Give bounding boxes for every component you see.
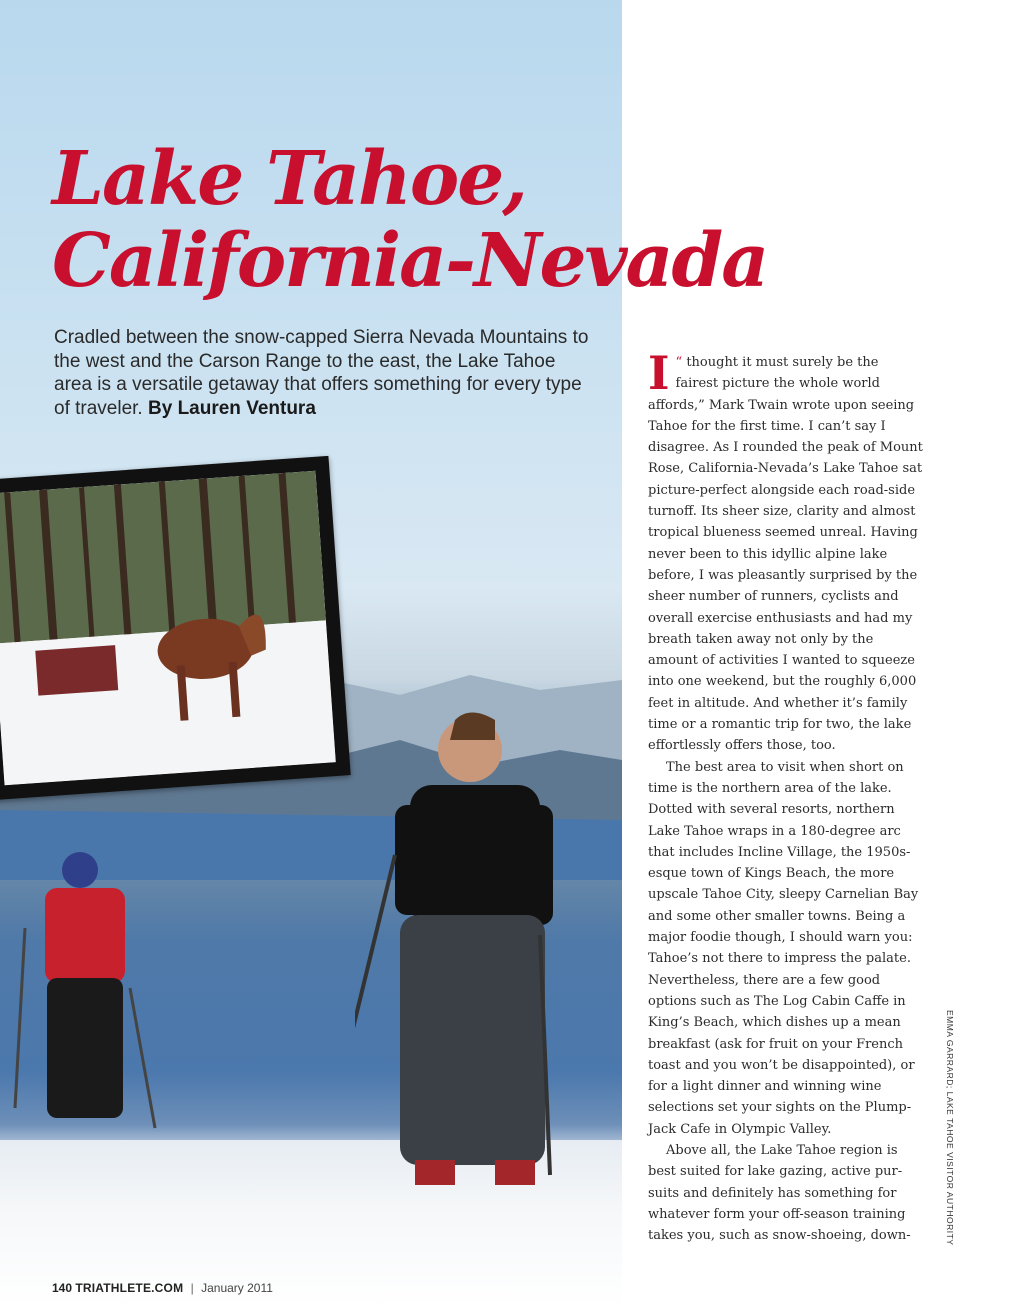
open-quote: “	[675, 355, 683, 370]
article-body	[648, 346, 924, 1246]
body-paragraph	[648, 346, 924, 757]
drop-cap: I	[648, 346, 670, 400]
body-paragraph: Above all, the Lake Tahoe region is best suited for lake gazing, active pur-suits and definitely has something for whatever form your off-season training takes you, such as snow-shoeing, down-	[648, 1142, 911, 1244]
byline: By Lauren Ventura	[148, 397, 316, 419]
paragraph-text: thought it must surely be the fairest picture the whole world affords,” Mark Twain wrote upon seeing Tahoe for the first time. I can’t say I disagree. As I rounded the peak of Mount Rose, California-Nevada’s Lake Tahoe sat picture-perfect alongside each road-side turnoff. Its sheer size, clarity and almost tropical blueness seemed unreal. Having never been to this idyllic alpine lake before, I was pleasantly surprised by the sheer number of runners, cyclists and overall exercise enthusiasts and had my breath taken away not only by the amount of activities I wanted to squeeze into one weekend, but the roughly 6,000 feet in altitude. And whether it’s family time or a romantic trip for two, the lake effortlessly offers those, too.	[648, 355, 923, 754]
sleigh-scene-graphic	[0, 471, 336, 785]
body-paragraph: The best area to visit when short on time is the northern area of the lake. Dotted with several resorts, northern Lake Tahoe wraps in a 180-degree arc that includes Incline Village, the 1950s-esque town of Kings Beach, the more upscale Tahoe City, sleepy Carnelian Bay and some other smaller towns. Being a major foodie though, I should warn you: Tahoe’s not there to impress the palate. Nevertheless, there are a few good options such as The Log Cabin Caffe in King’s Beach, which dishes up a mean breakfast (ask for fruit on your French toast and you won’t be disappointed), or for a light dinner and winning wine selections set your sights on the Plump-Jack Cafe in Olympic Valley.	[648, 759, 919, 1137]
photo-credit: EMMA GARRARD; LAKE TAHOE VISITOR AUTHORITY	[945, 1010, 955, 1246]
folio-separator: |	[190, 1281, 194, 1295]
magazine-site: TRIATHLETE.COM	[75, 1281, 184, 1295]
page-folio	[52, 1281, 273, 1295]
issue-date: January 2011	[201, 1281, 273, 1295]
skier-right-figure	[355, 705, 585, 1205]
article-title	[52, 138, 932, 302]
article-deck	[54, 326, 594, 420]
inset-photo-sleigh	[0, 456, 351, 800]
title-line-1: Lake Tahoe,	[52, 136, 527, 222]
page-number: 140	[52, 1281, 73, 1295]
skier-left-figure	[5, 848, 165, 1148]
sleigh-photo	[0, 471, 336, 785]
deck-text: Cradled between the snow-capped Sierra Nevada Mountains to the west and the Carson Range to the east, the Lake Tahoe area is a versatile getaway that offers something for every type of traveler.	[54, 327, 589, 419]
title-line-2: California-Nevada	[52, 218, 768, 304]
